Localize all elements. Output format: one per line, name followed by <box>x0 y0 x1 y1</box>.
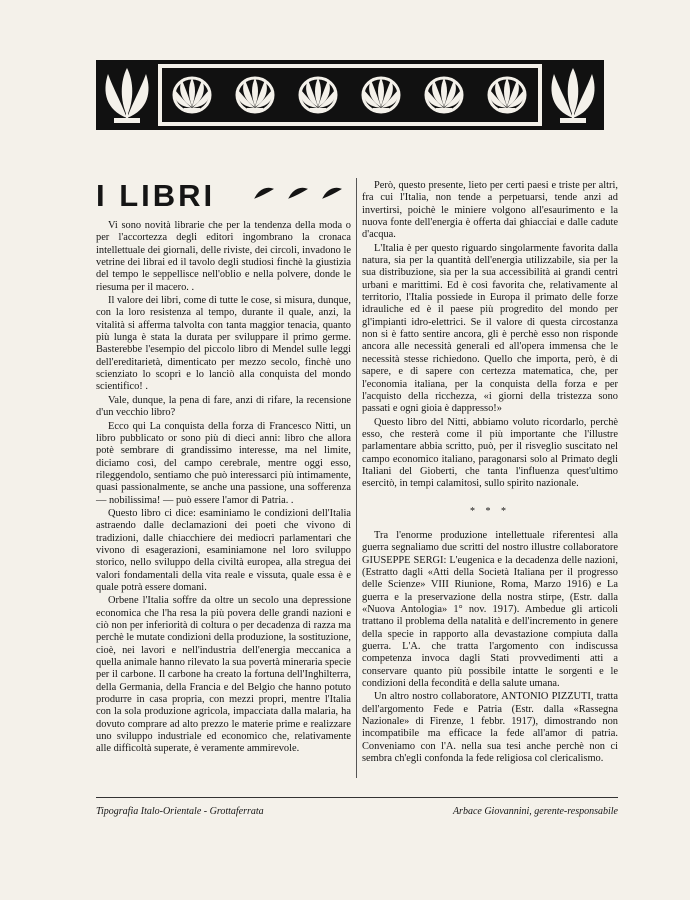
leaf-ornament-icon <box>254 186 274 200</box>
column-divider <box>356 178 357 778</box>
paragraph: Ecco qui La conquista della forza di Francesco Nitti, un libro pubblicato or sono più di dieci anni: libro che allora potè sembrare di grandissimo interesse, ma nel limite, diciamo così, del campo cerebrale, mentre oggi esso, rileggendolo, sentiamo che può interessarci più intimamente, quasi passionalmente, se anche una passione, una sofferenza — nobilissima! — può essere l'amor di Patria. . <box>96 420 351 506</box>
paragraph: Vi sono novità librarie che per la tendenza della moda o per l'accortezza degli editori ingombrano la cronaca intellettuale dei giornali, delle riviste, dei circoli, invadono le vetrine dei librai ed il tavolo degli studiosi finchè la giustizia del tempo le seppellisce nell'oblio e nella polvere, donde le riesuma per il macero. . <box>96 220 351 293</box>
leaf-ornament-icon <box>288 186 308 200</box>
left-column <box>96 220 351 756</box>
footer-rule <box>96 797 618 798</box>
paragraph: L'Italia è per questo riguardo singolarmente favorita dalla natura, sia per la quantità dell'energia utilizzabile, sia per la sua distribuzione, sia per la sua accessibilità ai grandi centri urbani e marittimi. Ed è così favorita che, relativamente al territorio, l'Italia possiede in Europa il primato delle forze idrauliche ed è il paese più progredito del mondo per gl'impianti idro-elettrici. Se il valore di questa circostanza non si è fatto sentire ancora, gli è perchè esso non risponde ancora alle necessità generali ed all'opera immensa che le necessità stesse richiedono. Quello che importa, però, è di sapere, e di sapere con certezza matematica, che, per l'economia italiana, per la conquista della forza e per l'acquisto della ricchezza, «i giorni della tristezza sono passati e ogni gioia è dappresso!» <box>362 242 618 415</box>
right-column <box>362 180 618 765</box>
paragraph: Questo libro ci dice: esaminiamo le condizioni dell'Italia astraendo dalle declamazioni dei poeti che vivono di tradizioni, dalle chiacchiere dei mediocri parlamentari che vivono di esagerazioni, esaminiamone nel loro sviluppo storico, nello sviluppo della civiltà europea, alla stregua dei valori fondamentali della vita reale e vissuta, quale essa è e quale potrà essere domani. <box>96 507 351 593</box>
leaf-ornament-icon <box>322 186 342 200</box>
section-separator: * * * <box>470 505 510 517</box>
editor-credit: Arbace Giovannini, gerente-responsabile <box>452 806 618 817</box>
paragraph: Il valore dei libri, come di tutte le cose, si misura, dunque, con la loro resistenza al tempo, durante il quale, anzi, la vitalità si afferma talvolta con tanta maggior tenacia, quanto più lunga è stata la durata per sviluppare il primo germe. Basterebbe l'esempio del piccolo libro di Mendel sulle leggi dell'ereditarietà, dimenticato per mezzo secolo, finchè uno scienziato lo scoprì e lo lanciò alla conquista del mondo scientifico! . <box>96 295 351 393</box>
paragraph: Un altro nostro collaboratore, ANTONIO PIZZUTI, tratta dell'argomento Fede e Patria (Estr. dalla «Rassegna Nazionale» di Firenze, 1 febbr. 1917), dimostrando non incompatibile ma efficace la fede all'amor di patria. Conveniamo con l'A. nella sua tesi anche perchè non ci sembra ch'egli confonda la fede religiosa col clericalismo. <box>362 691 618 765</box>
paragraph: Tra l'enorme produzione intellettuale riferentesi alla guerra segnaliamo due scritti del nostro illustre collaboratore GIUSEPPE SERGI: L'eugenica e la decadenza delle nazioni, (Estratto dagli «Atti della Società Italiana per il progresso delle Scienze» VIII Riunione, Roma, Marzo 1916) e La guerra e la preservazione della nostra stirpe, (Estr. dalla «Nuova Antologia» 1° nov. 1917). Ambedue gli articoli trattano il problema della natalità e dell'incremento in genere della specie in rapporto alla devastazione compiuta dalla guerra. L'A. che tratta l'argomento con indiscussa competenza invoca dagli Stati provvedimenti atti a conservare quanto più possibile intatte le sorgenti e le condizioni della fecondità e della salute umana. <box>362 529 618 690</box>
decorative-banner <box>96 60 604 130</box>
paragraph: Vale, dunque, la pena di fare, anzi di rifare, la recensione d'un vecchio libro? <box>96 394 351 419</box>
paragraph: Però, questo presente, lieto per certi paesi e triste per altri, fra cui l'Italia, non tende a perpetuarsi, tende anzi ad invertirsi, poichè le miniere volgono all'esaurimento e la nuova fonte dell'energia è offerta dai ghiacciai e dalle cadute d'acqua. <box>362 180 618 241</box>
title-ornaments <box>254 186 342 200</box>
section-title: I LIBRI <box>96 178 216 213</box>
paragraph: Questo libro del Nitti, abbiamo voluto ricordarlo, perchè esso, che resterà come il più importante che l'illustre parlamentare abbia scritto, può, per il risveglio suscitato nel campo economico italiano, paragonarsi solo al Primato degli Italiani del Gioberti, che tanta l'influenza quest'ultimo esercitò, in tempi calamitosi, sullo spirito nazionale. <box>362 416 618 490</box>
paragraph: Orbene l'Italia soffre da oltre un secolo una depressione economica che l'ha resa la più povera delle grandi nazioni e ciò non per inferiorità di coltura o per decadenza di razza ma perchè le mutate condizioni della produzione, la sostituzione, cioè, nei lavori e nell'industria dell'energia meccanica a quella animale hanno rilevato la sua povertà mineraria specie per il carbone. Il carbone ha creato la fortuna dell'Inghilterra, della Germania, della Francia e del Belgio che hanno potuto produrre in casa propria, con mezzi propri, mentre l'Italia con la sola produzione agricola, impacciata dalla malaria, ha dovuto comprare ad alto prezzo le materie prime e realizzare uno sviluppo industriale ed economico che, relativamente alle difficoltà superate, è veramente ammirevole. <box>96 595 351 755</box>
printer-credit: Tipografia Italo-Orientale - Grottaferrata <box>96 806 264 817</box>
